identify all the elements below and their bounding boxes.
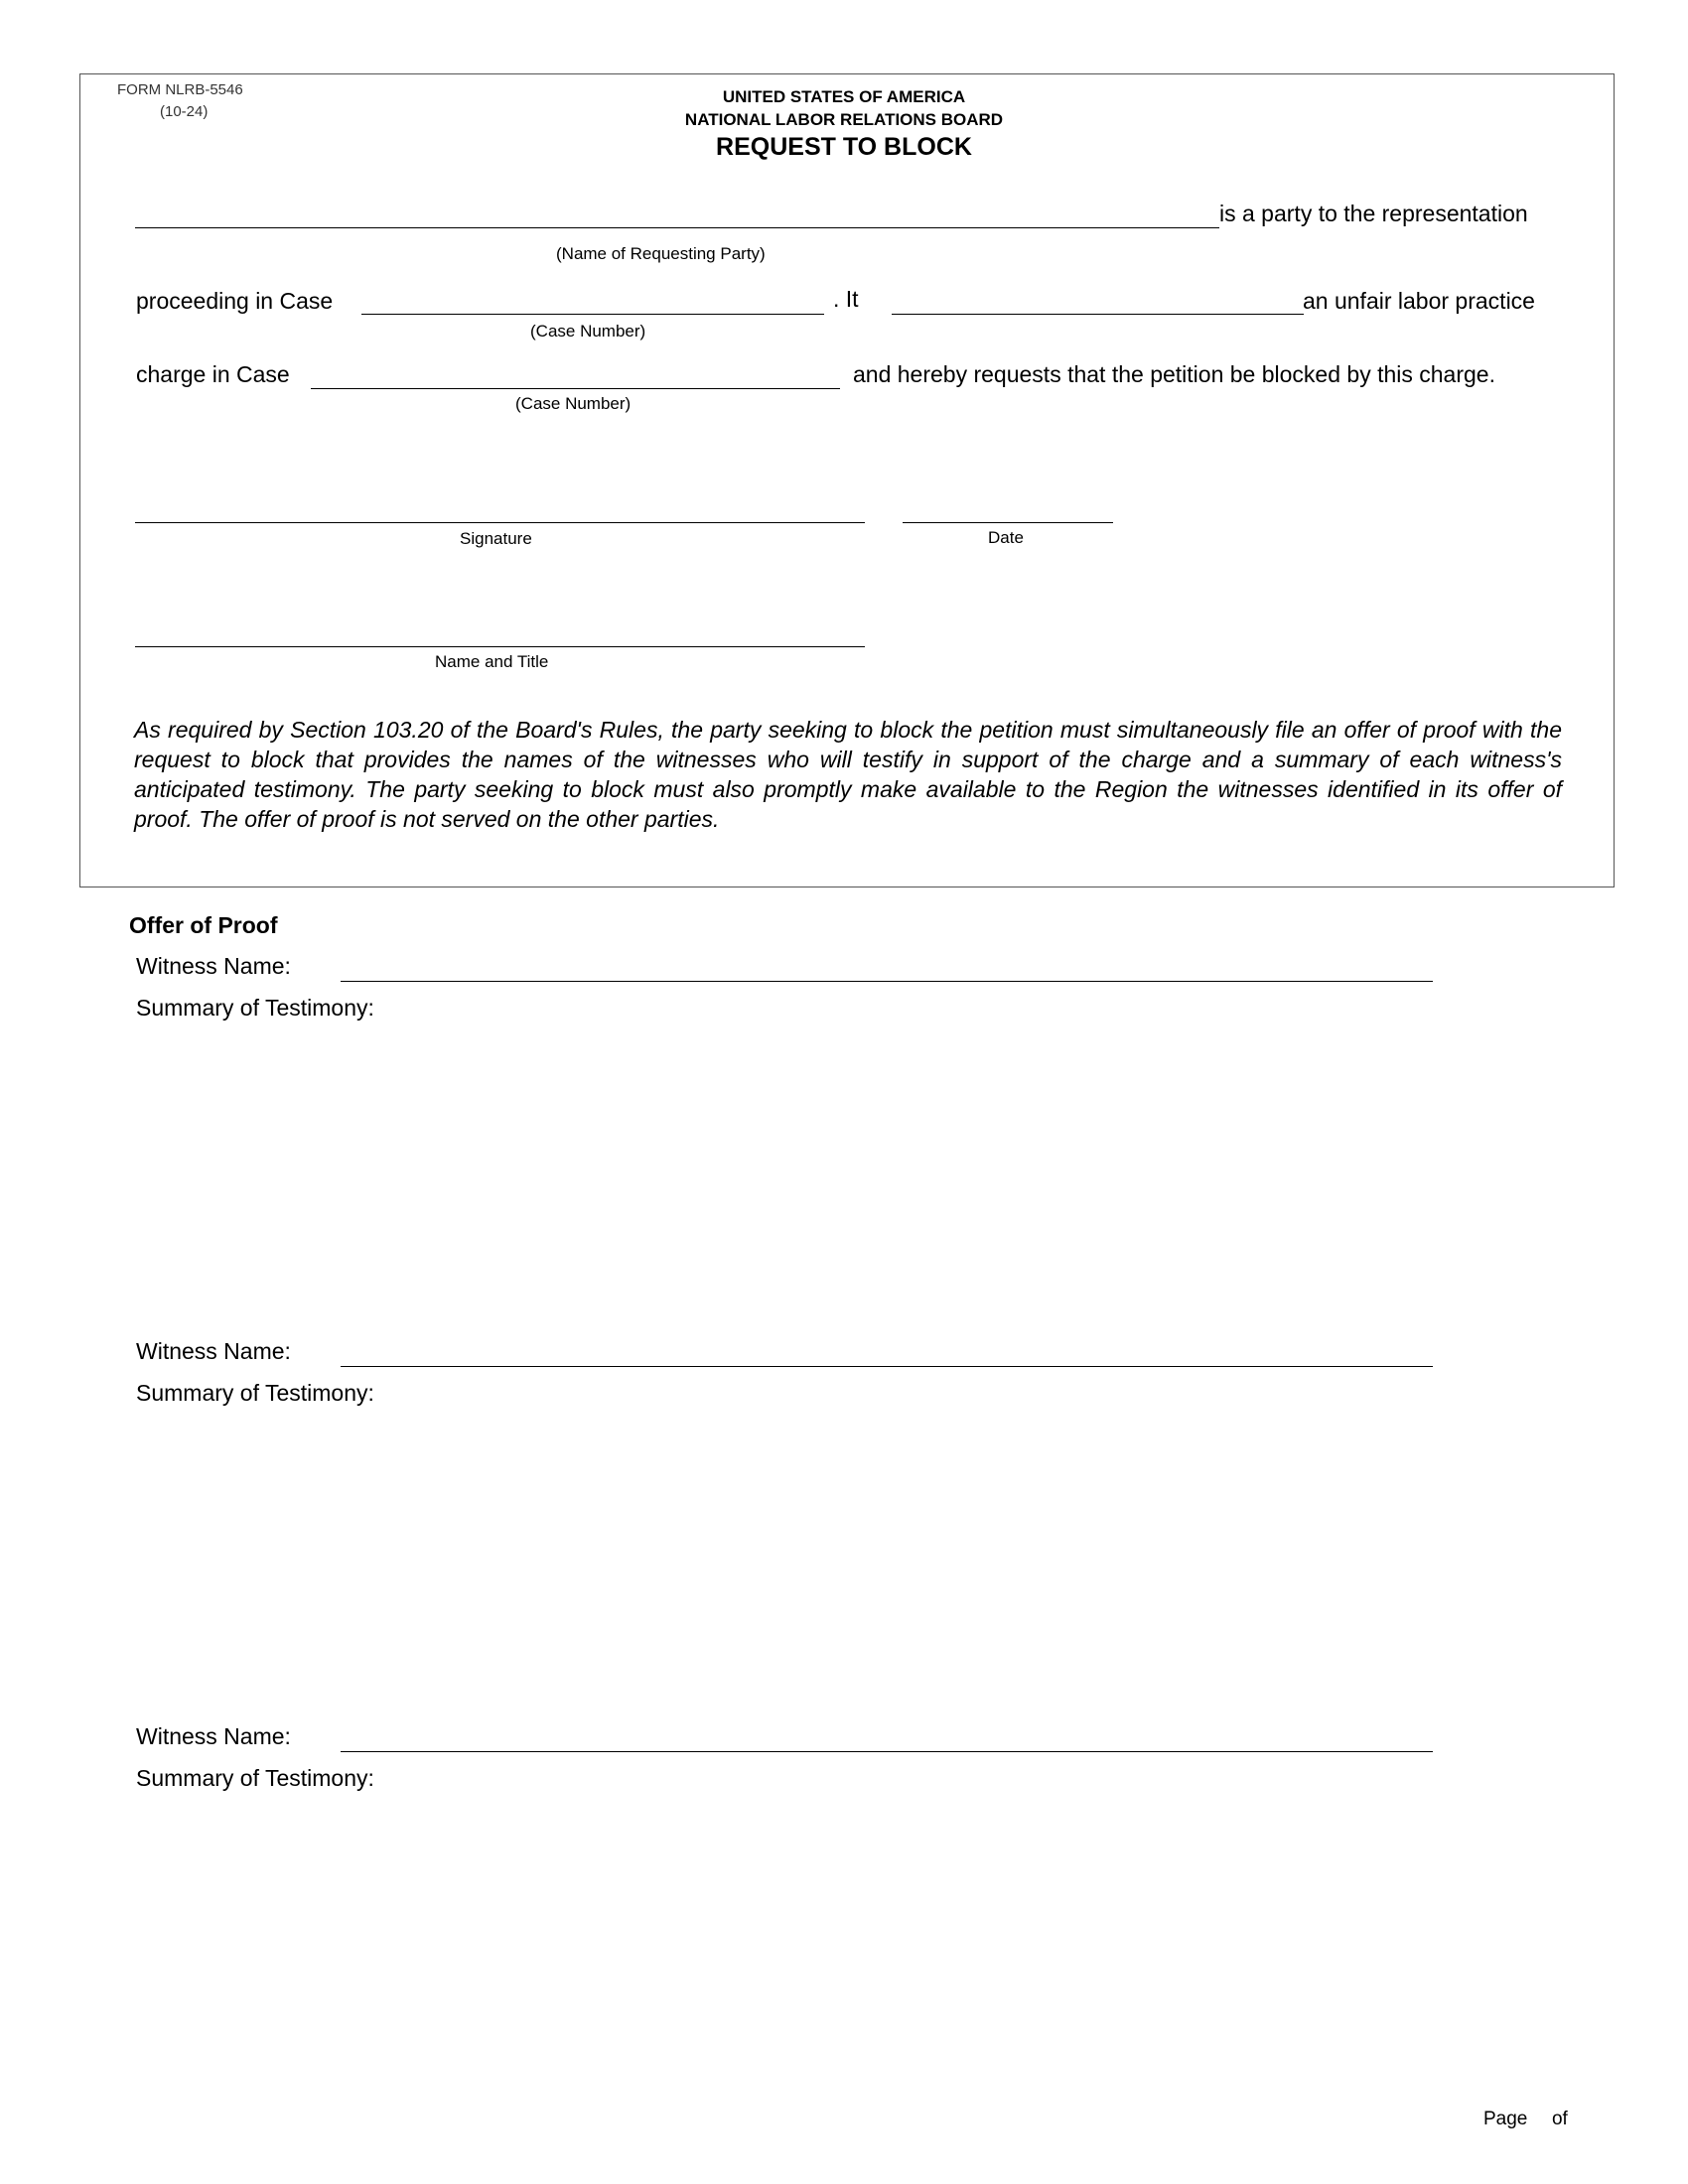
requesting-party-line [135, 227, 1219, 228]
witness-2-summary-input[interactable] [136, 1418, 1566, 1715]
form-number: FORM NLRB-5546 [117, 81, 243, 98]
witness-1-name-label: Witness Name: [136, 953, 291, 979]
witness-1-name-line [341, 981, 1433, 982]
witness-3-name-input[interactable] [345, 1721, 1429, 1749]
proceeding-case-input[interactable] [365, 285, 820, 313]
name-title-line [135, 646, 865, 647]
it-text: . It [833, 286, 859, 312]
witness-1-name-input[interactable] [345, 951, 1429, 979]
witness-1-summary-input[interactable] [136, 1032, 1566, 1330]
name-title-input[interactable] [139, 616, 861, 644]
witness-2-name-line [341, 1366, 1433, 1367]
witness-1-summary-label: Summary of Testimony: [136, 995, 374, 1021]
of-label: of [1551, 2109, 1568, 2129]
charge-case-caption: (Case Number) [515, 394, 632, 413]
witness-3-summary-input[interactable] [136, 1803, 1566, 2081]
proceeding-prefix-text: proceeding in Case [136, 288, 334, 314]
witness-3-summary-label: Summary of Testimony: [136, 1765, 374, 1791]
requesting-party-input[interactable] [139, 199, 1215, 226]
date-line [903, 522, 1113, 523]
block-suffix-text: and hereby requests that the petition be blocked by this charge. [853, 361, 1495, 387]
witness-2-summary-label: Summary of Testimony: [136, 1380, 374, 1406]
filed-status-input[interactable] [896, 285, 1300, 313]
charge-prefix-text: charge in Case [136, 361, 290, 387]
date-caption: Date [988, 528, 1024, 547]
offer-of-proof-notice: As required by Section 103.20 of the Board's Rules, the party seeking to block the petition must simultaneously file an offer of proof with the request to block that provides the names of the witnesses who will testify in support of the charge and a summary of each witness's anticipated testimony. The party seeking to block must also promptly make available to the Region the witnesses identified in its offer of proof. The offer of proof is not served on the other parties. [134, 717, 1562, 832]
proceeding-case-line [361, 314, 824, 315]
party-suffix-text: is a party to the representation [1219, 201, 1528, 226]
proceeding-case-caption: (Case Number) [530, 322, 646, 341]
country-heading: UNITED STATES OF AMERICA [722, 87, 966, 106]
offer-of-proof-heading: Offer of Proof [129, 912, 278, 938]
witness-3-name-line [341, 1751, 1433, 1752]
name-title-caption: Name and Title [435, 652, 549, 671]
witness-2-name-label: Witness Name: [136, 1338, 291, 1364]
page-title: REQUEST TO BLOCK [716, 133, 972, 161]
charge-case-input[interactable] [315, 359, 836, 387]
charge-case-line [311, 388, 840, 389]
requesting-party-caption: (Name of Requesting Party) [556, 244, 766, 263]
page-label: Page [1483, 2109, 1528, 2129]
signature-caption: Signature [460, 529, 532, 548]
form-revision: (10-24) [160, 103, 209, 120]
witness-3-name-label: Witness Name: [136, 1723, 291, 1749]
page-number [1483, 2109, 1568, 2130]
date-input[interactable] [907, 492, 1109, 520]
witness-2-name-input[interactable] [345, 1336, 1429, 1364]
signature-input[interactable] [139, 492, 861, 520]
signature-line [135, 522, 865, 523]
ulp-suffix-text: an unfair labor practice [1303, 288, 1535, 314]
agency-heading: NATIONAL LABOR RELATIONS BOARD [684, 110, 1004, 129]
filed-status-line [892, 314, 1304, 315]
